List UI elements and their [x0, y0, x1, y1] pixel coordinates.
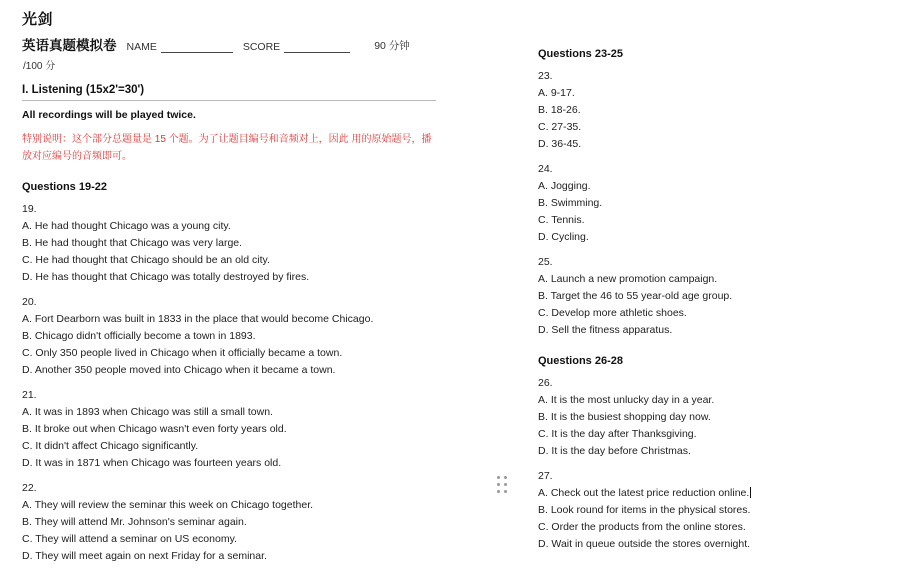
option-b[interactable]: B. Look round for items in the physical stores. — [538, 504, 751, 516]
option-b[interactable]: B. Chicago didn't officially become a town in 1893. — [22, 330, 256, 342]
name-rule — [161, 43, 233, 53]
option-d[interactable]: D. Another 350 people moved into Chicago when it became a town. — [22, 364, 336, 376]
question-27 — [538, 470, 893, 553]
option-c[interactable]: C. They will attend a seminar on US economy. — [22, 533, 237, 545]
option-b[interactable]: B. It is the busiest shopping day now. — [538, 411, 711, 423]
option-a[interactable]: A. Jogging. — [538, 180, 591, 192]
option-c[interactable]: C. 27-35. — [538, 121, 582, 133]
option-d[interactable]: D. It was in 1871 when Chicago was fourteen years old. — [22, 457, 282, 469]
option-a[interactable]: A. 9-17. — [538, 87, 575, 99]
page-title: 英语真题模拟卷 — [22, 38, 117, 53]
special-note: 特别说明：这个部分总题量是 15 个题。为了让题目编号和音频对上，因此 用的原始题号，播放对应编号的音频即可。 — [22, 134, 432, 162]
question-19 — [22, 203, 436, 286]
option-a[interactable]: A. It is the most unlucky day in a year. — [538, 394, 715, 406]
question-21 — [22, 389, 436, 472]
text-caret — [750, 487, 751, 498]
option-a-text: A. Check out the latest price reduction online. — [538, 487, 750, 499]
score-field[interactable] — [243, 41, 350, 54]
option-b[interactable]: B. It broke out when Chicago wasn't even forty years old. — [22, 423, 287, 435]
drag-handle-icon[interactable] — [497, 476, 511, 496]
option-a[interactable]: A. He had thought Chicago was a young city. — [22, 220, 231, 232]
right-column — [460, 0, 917, 584]
option-a[interactable]: A. They will review the seminar this week on Chicago together. — [22, 499, 314, 511]
total-score: /100 分 — [23, 61, 56, 72]
score-label: SCORE — [242, 41, 281, 53]
question-number: 23. — [538, 70, 553, 82]
name-label: NAME — [126, 41, 157, 53]
question-24 — [538, 163, 893, 246]
option-d[interactable]: D. They will meet again on next Friday for a seminar. — [22, 550, 267, 562]
option-d[interactable]: D. He has thought that Chicago was totally destroyed by fires. — [22, 271, 310, 283]
option-a[interactable] — [538, 485, 893, 502]
option-d[interactable]: D. It is the day before Christmas. — [538, 445, 691, 457]
option-d[interactable]: D. Cycling. — [538, 231, 589, 243]
option-c[interactable]: C. Only 350 people lived in Chicago when it officially became a town. — [22, 347, 343, 359]
score-rule — [284, 43, 350, 53]
question-number: 24. — [538, 163, 553, 175]
option-a[interactable]: A. It was in 1893 when Chicago was still a small town. — [22, 406, 273, 418]
question-number: 27. — [538, 470, 553, 482]
recording-note: All recordings will be played twice. — [22, 109, 196, 121]
section-divider — [22, 100, 436, 101]
option-c[interactable]: C. Order the products from the online stores. — [538, 521, 746, 533]
option-c[interactable]: C. Tennis. — [538, 214, 585, 226]
option-a[interactable]: A. Launch a new promotion campaign. — [538, 273, 718, 285]
option-b[interactable]: B. They will attend Mr. Johnson's seminar again. — [22, 516, 247, 528]
section-heading: I. Listening (15x2'=30') — [22, 84, 145, 96]
question-group-23-25: Questions 23-25 — [538, 48, 623, 60]
option-b[interactable]: B. Swimming. — [538, 197, 603, 209]
question-25 — [538, 256, 893, 339]
time-limit: 90 分钟 — [374, 40, 410, 52]
question-number: 25. — [538, 256, 553, 268]
option-c[interactable]: C. Develop more athletic shoes. — [538, 307, 687, 319]
question-group-26-28: Questions 26-28 — [538, 355, 623, 367]
option-d[interactable]: D. Wait in queue outside the stores overnight. — [538, 538, 751, 550]
option-b[interactable]: B. He had thought that Chicago was very large. — [22, 237, 243, 249]
option-c[interactable]: C. It didn't affect Chicago significantly. — [22, 440, 199, 452]
option-d[interactable]: D. Sell the fitness apparatus. — [538, 324, 673, 336]
name-field[interactable] — [127, 41, 233, 54]
question-number: 20. — [22, 296, 37, 308]
question-group-19-22: Questions 19-22 — [22, 181, 107, 193]
question-20 — [22, 296, 436, 379]
brand-title: 光剑 — [22, 11, 54, 28]
option-b[interactable]: B. 18-26. — [538, 104, 581, 116]
option-a[interactable]: A. Fort Dearborn was built in 1833 in the place that would become Chicago. — [22, 313, 374, 325]
question-number: 26. — [538, 377, 553, 389]
question-number: 21. — [22, 389, 37, 401]
question-22 — [22, 482, 436, 565]
option-b[interactable]: B. Target the 46 to 55 year-old age group. — [538, 290, 733, 302]
question-26 — [538, 377, 893, 460]
option-c[interactable]: C. He had thought that Chicago should be an old city. — [22, 254, 270, 266]
title-row — [22, 34, 436, 54]
option-d[interactable]: D. 36-45. — [538, 138, 582, 150]
question-23 — [538, 70, 893, 153]
option-c[interactable]: C. It is the day after Thanksgiving. — [538, 428, 697, 440]
question-number: 22. — [22, 482, 37, 494]
question-number: 19. — [22, 203, 37, 215]
